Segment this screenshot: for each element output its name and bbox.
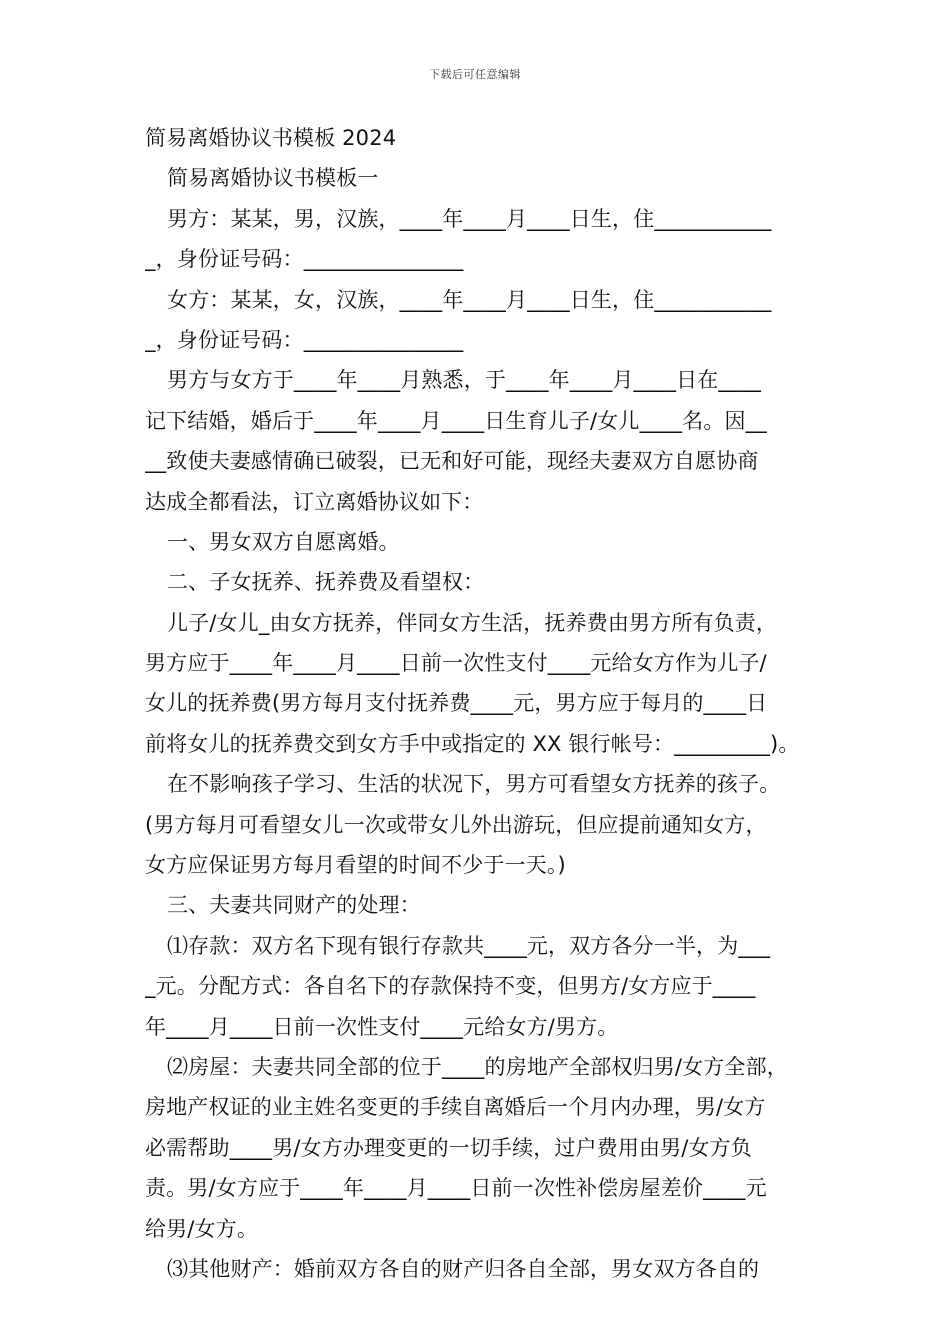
section-heading: 二、子女抚养、抚养费及看望权： [167,570,485,595]
paragraph-line: ⑶其他财产：婚前双方各自的财产归各自全部，男女双方各自的 [167,1256,760,1281]
paragraph-line: ⑴存款：双方名下现有银行存款共____元，双方各分一半，为___ [167,933,771,958]
paragraph-line: __致使夫妻感情确已破裂，已无和好可能，现经夫妻双方自愿协商 [145,449,759,474]
paragraph-line: 女方应保证男方每月看望的时间不少于一天。) [145,853,566,878]
paragraph-line: 给男/女方。 [145,1216,258,1241]
document-body [145,118,810,1289]
paragraph-line: 男方应于____年____月____日前一次性支付____元给女方作为儿子/ [145,651,767,676]
paragraph-line: 男方：某某，男，汉族，____年____月____日生，住___________ [167,206,772,231]
paragraph-line: 达成全都看法，订立离婚协议如下： [145,489,484,514]
download-note: 下载后可任意编辑 [429,68,521,81]
paragraph-line: _，身份证号码：_______________ [145,327,464,352]
paragraph-line: 年____月____日前一次性支付____元给女方/男方。 [145,1014,619,1039]
paragraph-line: (男方每月可看望女儿一次或带女儿外出游玩，但应提前通知女方， [145,812,767,837]
paragraph-line: 责。男/女方应于____年____月____日前一次性补偿房屋差价____元 [145,1176,767,1201]
section-heading: 三、夫妻共同财产的处理： [167,893,421,918]
paragraph-line: _元。分配方式：各自名下的存款保持不变，但男方/女方应于____ [145,974,756,999]
paragraph-line: 前将女儿的抚养费交到女方手中或指定的 XX 银行帐号：_________)。 [145,731,800,756]
paragraph-line: 女方：某某，女，汉族，____年____月____日生，住___________ [167,287,772,312]
paragraph-line: 记下结婚，婚后于____年____月____日生育儿子/女儿____名。因__ [145,408,767,433]
paragraph-line: 儿子/女儿_由女方抚养，伴同女方生活，抚养费由男方所有负责， [167,610,778,635]
paragraph-line: 男方与女方于____年____月熟悉，于____年____月____日在____ [167,368,761,393]
document-title: 简易离婚协议书模板 2024 [145,126,397,150]
paragraph-line: _，身份证号码：_______________ [145,247,464,272]
paragraph-line: 必需帮助____男/女方办理变更的一切手续，过户费用由男/女方负 [145,1135,752,1160]
paragraph-line: 在不影响孩子学习、生活的状况下，男方可看望女方抚养的孩子。 [167,772,781,797]
section-heading: 一、男女双方自愿离婚。 [167,529,400,554]
paragraph-line: 房地产权证的业主姓名变更的手续自离婚后一个月内办理，男/女方 [145,1095,766,1120]
document-subtitle: 简易离婚协议书模板一 [167,166,379,191]
paragraph-line: ⑵房屋：夫妻共同全部的位于____的房地产全部权归男/女方全部， [167,1054,788,1079]
paragraph-line: 女儿的抚养费(男方每月支付抚养费____元，男方应于每月的____日 [145,691,768,716]
